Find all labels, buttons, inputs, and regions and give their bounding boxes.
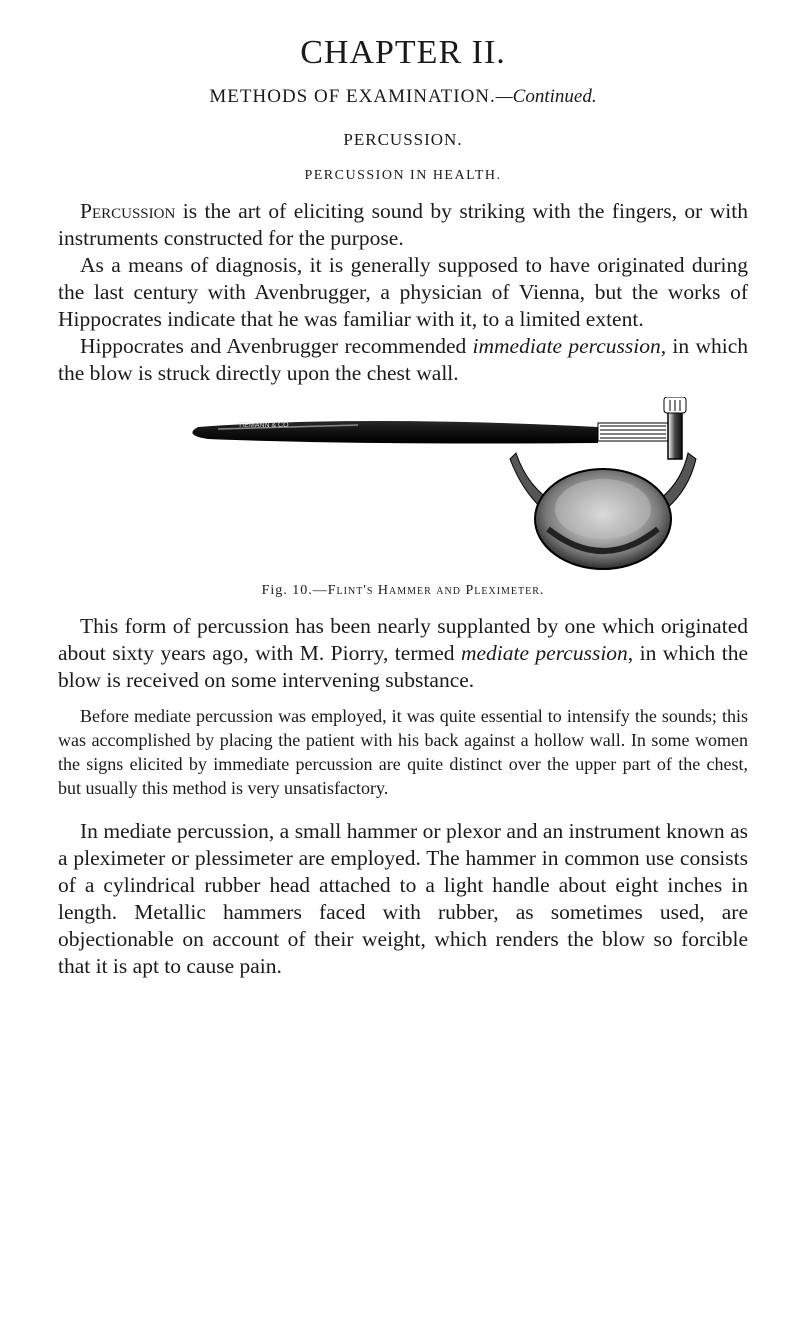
emphasis-term: mediate percussion,: [460, 641, 634, 665]
handle-stamp: TIEMANN & CO: [238, 422, 289, 429]
paragraph-immediate: [58, 333, 748, 387]
paragraph-text: Hippocrates and Avenbrugger recommended: [80, 334, 473, 358]
paragraph-mediate: [58, 613, 748, 694]
paragraph-text: This form of percussion has been nearly supplanted by one which originated about sixty years ago, with M. Piorry, termed: [58, 614, 748, 665]
figure-caption: [58, 583, 748, 599]
paragraph-text: is the art of eliciting sound by striking with the fingers, or with instruments constructed for the purpose.: [58, 199, 748, 250]
book-page: [58, 34, 748, 980]
paragraph-note: Before mediate percussion was employed, it was quite essential to intensify the sounds; this was accomplished by placing the patient with his back against a hollow wall. In some women the signs elicited by immediate percussion are quite distinct over the upper part of the chest, but usually this method is very unsatisfactory.: [58, 706, 748, 798]
hammer-handle: [192, 421, 668, 444]
paragraph-definition: [58, 198, 748, 252]
lead-word: Percussion: [80, 199, 176, 223]
paragraph-text: in which the blow is struck directly upon the chest wall.: [58, 334, 748, 385]
pleximeter: [510, 453, 696, 569]
caption-title: Flint's Hammer and Pleximeter.: [327, 583, 545, 598]
methods-heading-continued: —Continued.: [495, 86, 597, 107]
caption-prefix: Fig. 10.—: [261, 583, 328, 598]
emphasis-term: immediate percussion,: [472, 334, 667, 358]
hammer-pleximeter-illustration: [58, 397, 748, 577]
hammer-head: [664, 397, 686, 459]
methods-heading: [58, 86, 748, 108]
methods-heading-main: METHODS OF EXAMINATION.: [209, 86, 496, 107]
paragraph-instruments: In mediate percussion, a small hammer or plexor and an instrument known as a pleximeter or plessimeter are employed. The hammer in common use consists of a cylindrical rubber head attached to a light handle about eight inches in length. Metallic hammers faced with rubber, as sometimes used, are objectionable on account of their weight, which renders the blow so forcible that it is apt to cause pain.: [58, 819, 748, 978]
section-heading: PERCUSSION.: [343, 130, 463, 149]
paragraph-history: As a means of diagnosis, it is generally supposed to have originated during the last century with Avenbrugger, a physician of Vienna, but the works of Hippocrates indicate that he was familiar with it, to a limited extent.: [58, 253, 748, 331]
chapter-title: CHAPTER II.: [300, 34, 506, 71]
paragraph-text: in which the blow is received on some intervening substance.: [58, 641, 748, 692]
figure-hammer-pleximeter: [58, 397, 748, 577]
subsection-heading: PERCUSSION IN HEALTH.: [304, 168, 502, 183]
